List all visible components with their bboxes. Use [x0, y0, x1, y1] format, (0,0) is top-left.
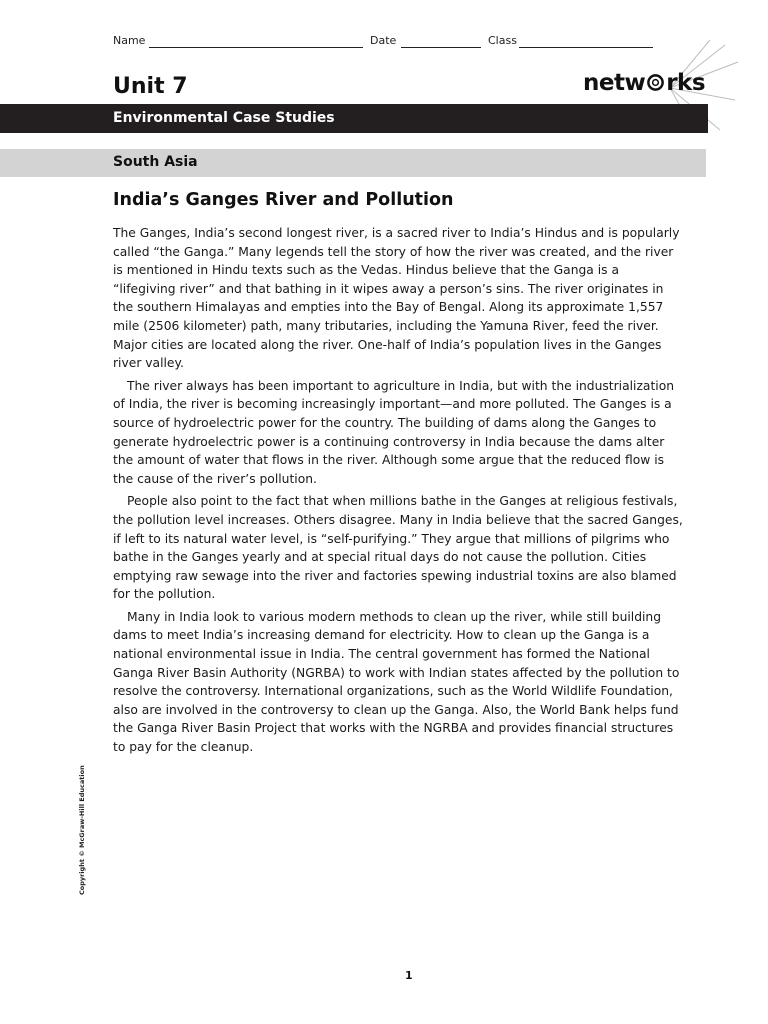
region-title: South Asia — [113, 154, 198, 170]
brand-prefix: netw — [583, 70, 646, 96]
paragraph-1: The Ganges, India’s second longest river, is a sacred river to India’s Hindus and is popularly called “the Ganga.” Many legends tell the story of how the river was created, and the river is mentioned in Hindu texts such as the Vedas. Hindus believe that the Ganga is a “lifegiving river” and that bathing in it wipes away a person’s sins. The river originates in the southern Himalayas and empties into the Bay of Bengal. Along its approximate 1,557 mile (2506 kilometer) path, many tributaries, including the Yamuna River, feed the river. Major cities are located along the river. One-half of India’s population lives in the Ganges river valley. — [113, 226, 680, 371]
name-field[interactable] — [149, 47, 363, 48]
section-header-band — [0, 104, 708, 133]
page-number: 1 — [405, 969, 413, 982]
date-label: Date — [370, 34, 397, 47]
paragraph-3: People also point to the fact that when millions bathe in the Ganges at religious festivals, the pollution level increases. Others disagree. Many in India believe that the sacred Ganges, if left to its natural water level, is “self-purifying.” They argue that millions of pilgrims who bathe in the Ganges yearly and at special ritual days do not cause the pollution. Cities emptying raw sewage into the river and factories spewing industrial toxins are also blamed for the pollution. — [113, 494, 683, 602]
section-title: Environmental Case Studies — [113, 110, 335, 126]
region-header-band — [0, 149, 706, 177]
class-label: Class — [488, 34, 517, 47]
name-label: Name — [113, 34, 146, 47]
copyright-notice: Copyright © McGraw-Hill Education — [78, 765, 86, 895]
paragraph-4: Many in India look to various modern methods to clean up the river, while still building dams to meet India’s increasing demand for electricity. How to clean up the Ganga is a national environmental issue in India. The central government has formed the National Ganga River Basin Authority (NGRBA) to work with Indian states affected by the pollution to resolve the controversy. International organizations, such as the World Wildlife Foundation, also are involved in the controversy to clean up the Ganga. Also, the World Bank helps fund the Ganga River Basin Project that works with the NGRBA and provides financial structures to pay for the cleanup. — [113, 609, 680, 755]
brand-suffix: rks — [666, 70, 706, 96]
article-title: India’s Ganges River and Pollution — [113, 190, 454, 210]
paragraph-2: The river always has been important to agriculture in India, but with the industrialization of India, the river is becoming increasingly important—and more polluted. The Ganges is a source of hydroelectric power for the country. The building of dams along the Ganges to generate hydroelectric power is a continuing controversy in India because the dams alter the amount of water that flows in the river. Although some argue that the reduced flow is the cause of the river’s pollution. — [113, 378, 675, 486]
unit-title: Unit 7 — [113, 74, 188, 99]
date-field[interactable] — [401, 47, 481, 48]
class-field[interactable] — [519, 47, 653, 48]
networks-o-swirl-icon — [646, 73, 665, 92]
article-body — [113, 224, 685, 757]
networks-logo — [583, 70, 705, 96]
student-info-fields — [113, 34, 673, 50]
